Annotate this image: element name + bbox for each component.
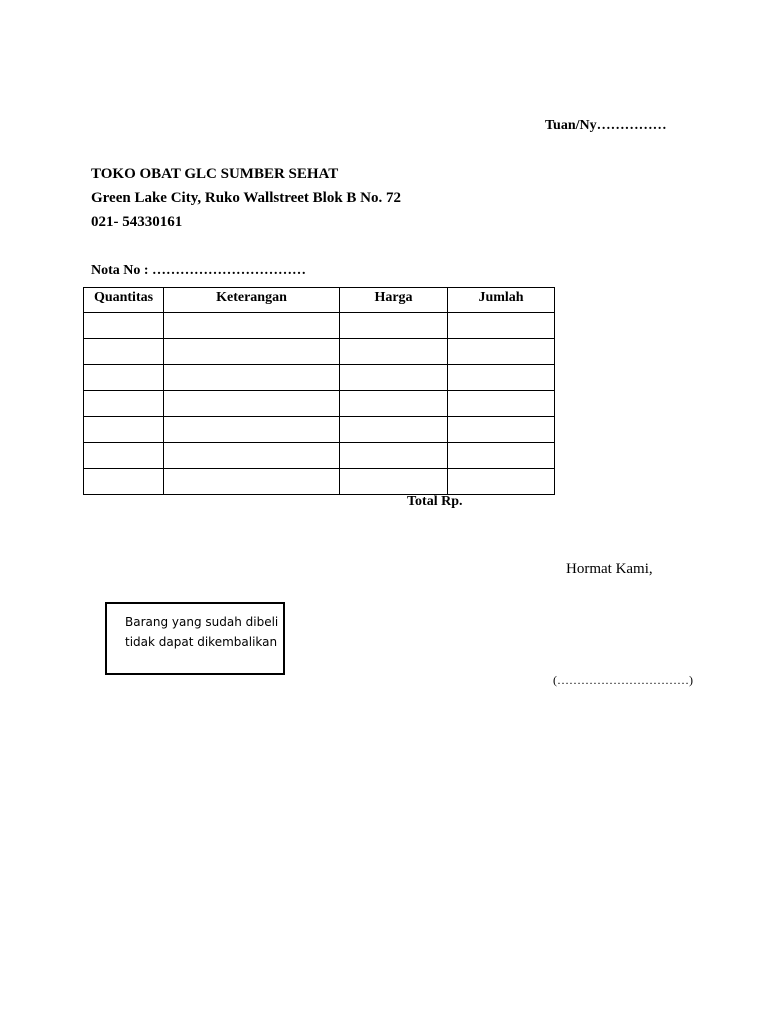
table-cell: [84, 391, 164, 417]
table-cell: [84, 365, 164, 391]
table-row: [84, 313, 555, 339]
column-header-keterangan: Keterangan: [164, 288, 340, 313]
nota-number-field: Nota No : ……………………………: [91, 263, 307, 278]
table-cell: [448, 391, 555, 417]
table-cell: [448, 365, 555, 391]
table-row: [84, 469, 555, 495]
table-row: [84, 339, 555, 365]
return-policy-notice: [105, 602, 285, 675]
regards-text: Hormat Kami,: [566, 561, 653, 577]
table-cell: [448, 417, 555, 443]
table-cell: [84, 313, 164, 339]
column-header-jumlah: Jumlah: [448, 288, 555, 313]
table-row: [84, 443, 555, 469]
customer-field: Tuan/Ny……………: [545, 118, 667, 133]
table-cell: [164, 469, 340, 495]
column-header-quantitas: Quantitas: [84, 288, 164, 313]
table-cell: [340, 417, 448, 443]
table-cell: [340, 313, 448, 339]
table-row: [84, 417, 555, 443]
table-cell: [448, 313, 555, 339]
table-cell: [164, 417, 340, 443]
table-cell: [340, 339, 448, 365]
store-phone: 021- 54330161: [91, 214, 183, 230]
table-cell: [340, 469, 448, 495]
table-cell: [84, 417, 164, 443]
table-row: [84, 365, 555, 391]
table-row: [84, 391, 555, 417]
notice-line-1: Barang yang sudah dibeli: [125, 615, 279, 629]
items-table: [83, 287, 555, 495]
store-address: Green Lake City, Ruko Wallstreet Blok B No. 72: [91, 190, 402, 206]
table-cell: [164, 313, 340, 339]
table-cell: [340, 391, 448, 417]
store-name: TOKO OBAT GLC SUMBER SEHAT: [91, 166, 339, 182]
table-cell: [448, 443, 555, 469]
table-cell: [164, 391, 340, 417]
table-cell: [164, 339, 340, 365]
table-header-row: [84, 288, 555, 313]
table-cell: [84, 339, 164, 365]
table-cell: [448, 339, 555, 365]
table-cell: [84, 469, 164, 495]
table-cell: [84, 443, 164, 469]
table-cell: [340, 365, 448, 391]
notice-line-2: tidak dapat dikembalikan: [125, 635, 278, 649]
table-cell: [164, 443, 340, 469]
table-cell: [340, 443, 448, 469]
column-header-harga: Harga: [340, 288, 448, 313]
table-cell: [448, 469, 555, 495]
signature-line: (……………………………): [553, 673, 693, 687]
table-cell: [164, 365, 340, 391]
total-label: Total Rp.: [407, 494, 463, 509]
